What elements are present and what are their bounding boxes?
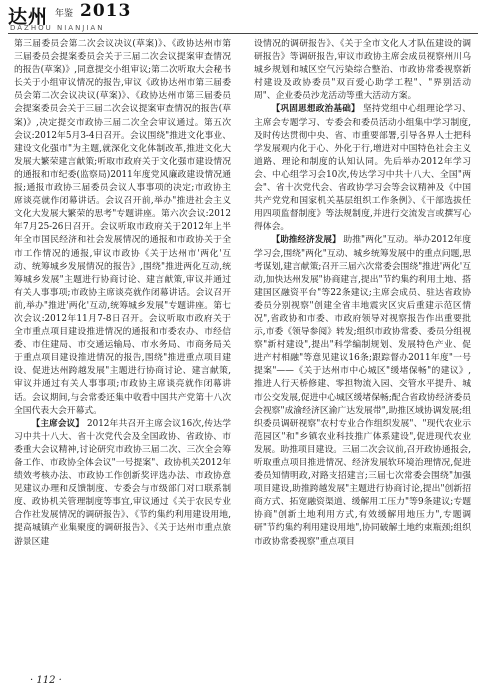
standing-committee-paragraph: 第三届委员会第二次会议决议(草案)》、《政协达州市第三届委员会提案委员会关于三届二次会议提案审查情况的报告(草案)》,同意提交小组审议;第二次听取大会秘书长关于小组审议情况的报告,审议《政协达州市第三届委员会第二次会议决议(草案)》、《政协达州市第三届委员会提案委员会关于三届二次会议提案审查情况的报告(草案)》,决定提交市政协三届二次全会审议通过。第五次会议:2012年5月3-4日召开。会议围绕"推进文化事业、建设文化强市"为主题,就深化文化体制改革,推进文化大发展大繁荣建言献策;听取市政府关于文化强市建设情况的通报和市纪委(监察局)2011年度党风廉政建设情况通报;通报市政协三届委员会议人事事项的决定;市政协主席谈亮就作闭幕讲话。会议召开前,举办"推进社会主义文化大发展大繁荣的思考"专题讲座。第六次会议:2012年7月25-26日召开。会议听取市政府关于2012年上半年全市国民经济和社会发展情况的通报和市政协关于全市工作情况的通报,审议市政协《关于达州市'两化'互动、统筹城乡发展情况的报告》,围绕"推进两化互动,统筹城乡发展"主题进行协商讨论、建言献策,审议并通过有关人事事项;市政协主席谈亮就作闭幕讲话。会议召开前,举办"推进'两化'互动,统筹城乡发展"专题讲座。第七次会议:2012年11月7-8日召开。会议听取市政府关于全市重点项目建设推进情况的通报和市委农办、市经信委、市住建局、市交通运输局、市水务局、市商务局关于重点项目建设推进情况的报告,围绕"推进重点项目建设、促进达州跨越发展"主题进行协商讨论、建言献策,审议并通过有关人事事项;市政协主席谈亮就作闭幕讲话。会议期间,与会常委还集中收看中国共产党第十八次全国代表大会开幕式。 bbox=[14, 39, 231, 416]
header-divider bbox=[8, 33, 478, 34]
right-column bbox=[254, 38, 471, 549]
section-text: 助推"两化"互动。举办2012年度学习会,围绕"两化"互动、城乡统筹发展中的重点问题,思考谋划,建言献策;召开三届六次常委会围绕"推进'两化'互动,加快达州发展"协商建言,提出"节约集约利用土地、搭建国区融资平台"等22条建议;主席会成员、驻达省政协委员分别视察"创建全省丰地震灾区灾后重建示范区情况",省政协和市委、市政府领导对视察报告作出重要批示,市委《领导参阅》转发;组织市政协常委、委员分组视察"新村建设",提出"科学编制规划、发展特色产业、促进产村相融"等意见建议16条;跟踪督办2011年度"一号提案"——《关于达州市中心城区"缓堵保畅"的建议》,推进人行天桥修建、零担物流入园、交管水平提升、城市公交发展,促进中心城区缓堵保畅;配合省政协经济委员会视察"成渝经济区渝广达发展带",助推区域协调发展;组织委员调研视察"农村专业合作组织发展"、"现代农业示范园区"和"乡镇农业科技推广体系建设",促进现代农业发展。助推项目建设。三届二次会议前,召开政协通报会,听取重点项目推进情况、经济发展软环境治理情况,促进委员知情明政,对路支招建言;三届七次常委会围绕"加强项目建设,助推跨越发展"主题进行协商讨论,提出"创新招商方式、拓宽融资渠道、缓解用工压力"等9条建议;专题协商"创新土地利用方式,有效缓解用地压力",专题调研"节约集约利用建设用地",协同破解土地约束瓶颈;组织市政协常委视察"重点项目 bbox=[254, 235, 471, 547]
continued-paragraph: 设情况的调研报告》、《关于全市文化人才队伍建设的调研报告》等调研报告,审议市政协主席会成员视察州川乌城乡规划和城区空气污染综合整治、市政协常委视察新村建设及政协委员"双百爱心助学工程"、"界别活动周"、企业委员沙龙活动等重大活动方案。 bbox=[254, 39, 471, 102]
left-column bbox=[14, 38, 231, 549]
economy-paragraph bbox=[254, 234, 471, 548]
page-header bbox=[0, 0, 482, 36]
page-number: · 112 · bbox=[30, 675, 62, 686]
section-heading: 【主席会议】 bbox=[31, 418, 85, 429]
yearbook-logo: 达州 bbox=[8, 6, 49, 28]
yearbook-latin-title: DAZHOU NIANJIAN bbox=[10, 24, 105, 32]
ideology-paragraph bbox=[254, 103, 471, 234]
section-heading: 【助推经济发展】 bbox=[271, 235, 341, 246]
section-heading: 【巩固思想政治基础】 bbox=[271, 104, 360, 115]
chairman-meeting-paragraph bbox=[14, 418, 231, 549]
section-text: 坚持党组中心组理论学习、主席会专题学习、专委会和委员活动小组集中学习制度,及时传达贯彻中央、省、市重要部署,引导各界人士把科学发展观内化于心、外化于行,增进对中国特色社会主义道路、理论和制度的认知认同。先后举办2012年学习会、中心组学习会10次,传达学习中共十八大、全国"两会"、省十次党代会、省政协学习会等会议精神及《中国共产党党和国家机关基层组织工作条例》、《干部选拔任用四项监督制度》等法规制度,并进行交流发言或撰写心得体会。 bbox=[254, 104, 471, 233]
section-text: 2012年共召开主席会议16次,传达学习中共十八大、省十次党代会及全国政协、省政协、市委重大会议精神,讨论研究市政协三届二次、三次全会筹备工作、市政协全体会议"一号提案"、政协机关2012年绩效考核办法、市政协工作创新奖评选办法、市政协意见建议办理和反馈制度、专委会与市级部门对口联系制度、政协机关管理制度等事宜,审议通过《关于农民专业合作社发展情况的调研报告》、《节约集约利用建设用地,提高城镇产业集聚度的调研报告》、《关于达州市重点旅游景区建 bbox=[14, 418, 231, 547]
yearbook-label: 年鉴 bbox=[55, 9, 74, 19]
yearbook-year: 2013 bbox=[80, 1, 132, 21]
